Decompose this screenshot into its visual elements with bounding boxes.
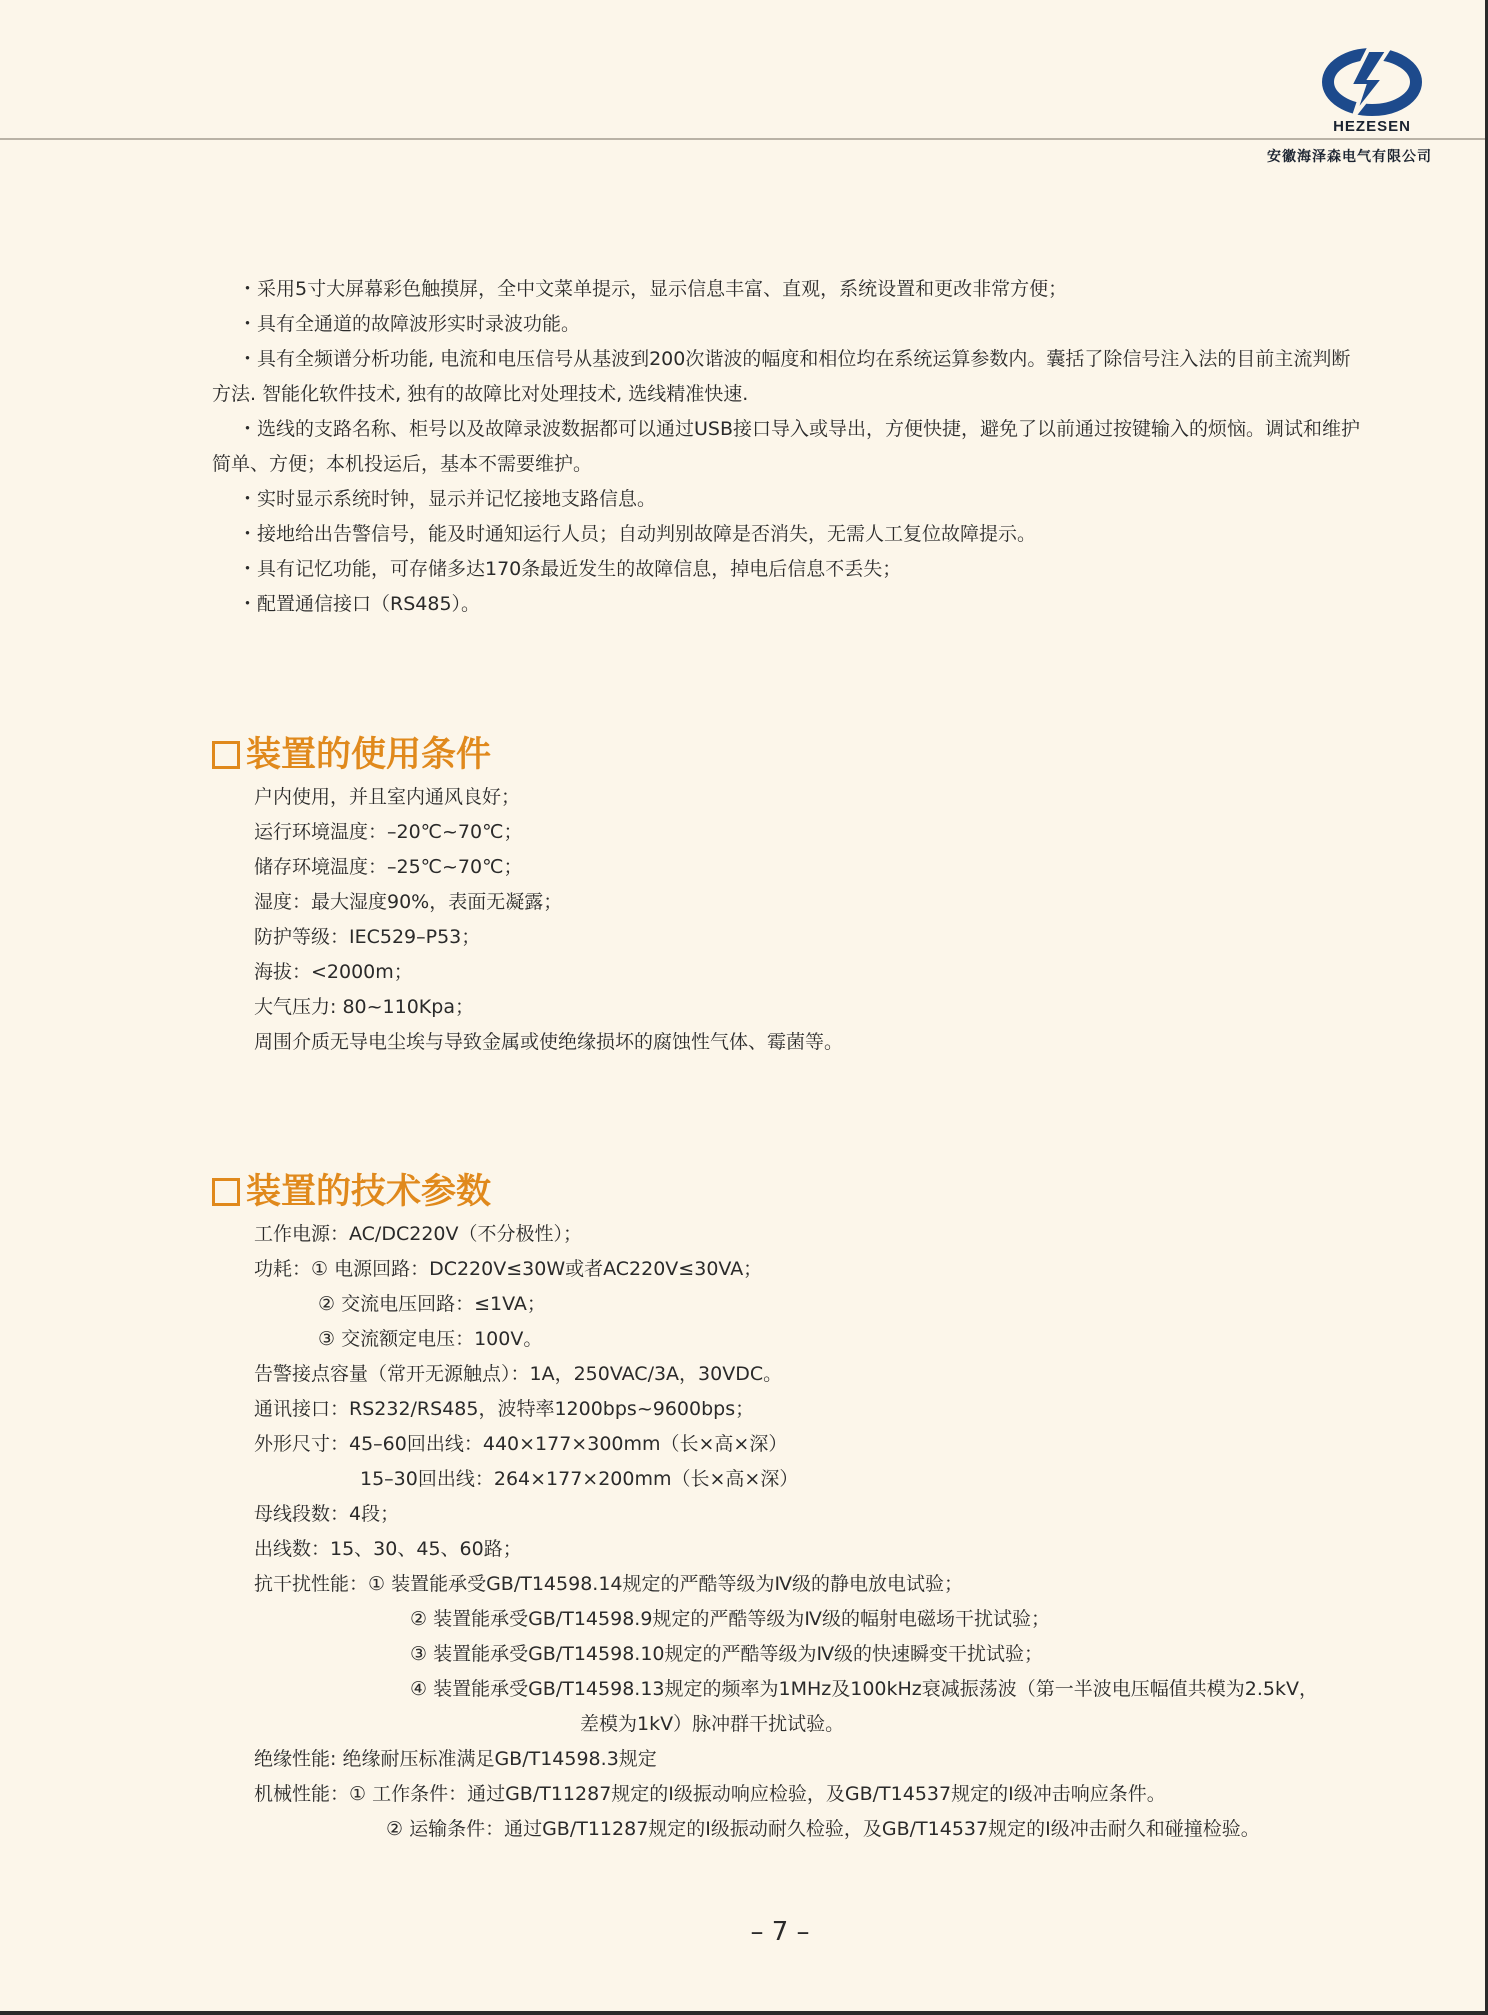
page-number: – 7 – xyxy=(750,1917,810,1947)
feature-list xyxy=(212,272,1362,622)
brand-name: HEZESEN xyxy=(1333,118,1411,135)
param-emc: ④ 装置能承受GB/T14598.13规定的频率为1MHz及100kHz衰减振荡波（第一半波电压幅值共模为2.5kV， xyxy=(410,1678,1318,1700)
condition-item: 户内使用，并且室内通风良好； xyxy=(254,786,521,808)
param-consumption: ③ 交流额定电压：100V。 xyxy=(318,1328,543,1350)
param-mechanical: ② 运输条件：通过GB/T11287规定的Ⅰ级振动耐久检验，及GB/T14537规定的Ⅰ级冲击耐久和碰撞检验。 xyxy=(386,1818,1260,1840)
param-insulation: 绝缘性能: 绝缘耐压标准满足GB/T14598.3规定 xyxy=(254,1748,657,1770)
feature-item: ・配置通信接口（RS485）。 xyxy=(238,593,481,615)
conditions-title: 装置的使用条件 xyxy=(246,735,492,775)
param-bus: 母线段数：4段； xyxy=(254,1503,400,1525)
param-dimensions: 15–30回出线：264×177×200mm（长×高×深） xyxy=(360,1468,799,1490)
checkbox-square-icon xyxy=(212,1178,240,1206)
page-frame-bottom xyxy=(0,2011,1488,2015)
condition-item: 防护等级：IEC529–P53； xyxy=(254,926,481,948)
param-outlets: 出线数：15、30、45、60路； xyxy=(254,1538,522,1560)
param-mechanical: 机械性能：① 工作条件：通过GB/T11287规定的Ⅰ级振动响应检验，及GB/T14537规定的Ⅰ级冲击响应条件。 xyxy=(254,1783,1166,1805)
page-content xyxy=(212,272,1362,1847)
params-list xyxy=(212,1217,1362,1847)
checkbox-square-icon xyxy=(212,741,240,769)
param-emc: ③ 装置能承受GB/T14598.10规定的严酷等级为Ⅳ级的快速瞬变干扰试验； xyxy=(410,1643,1044,1665)
param-emc: 差模为1kV）脉冲群干扰试验。 xyxy=(580,1713,845,1735)
condition-item: 大气压力: 80~110Kpa； xyxy=(254,996,474,1018)
params-heading xyxy=(212,1167,1362,1217)
param-emc: 抗干扰性能：① 装置能承受GB/T14598.14规定的严酷等级为Ⅳ级的静电放电试验； xyxy=(254,1573,964,1595)
condition-item: 周围介质无导电尘埃与导致金属或使绝缘损坏的腐蚀性气体、霉菌等。 xyxy=(254,1031,844,1053)
feature-item: ・具有全频谱分析功能, 电流和电压信号从基波到200次谐波的幅度和相位均在系统运算参数内。囊括了除信号注入法的目前主流判断方法. 智能化软件技术, 独有的故障比对处理技术, 选线精准快速. xyxy=(212,348,1351,405)
params-title: 装置的技术参数 xyxy=(246,1172,492,1212)
feature-item: ・选线的支路名称、柜号以及故障录波数据都可以通过USB接口导入或导出，方便快捷，避免了以前通过按键输入的烦恼。调试和维护简单、方便；本机投运后，基本不需要维护。 xyxy=(212,418,1361,475)
feature-item: ・具有全通道的故障波形实时录波功能。 xyxy=(238,313,581,335)
feature-item: ・采用5寸大屏幕彩色触摸屏，全中文菜单提示，显示信息丰富、直观，系统设置和更改非常方便； xyxy=(238,278,1068,300)
feature-item: ・实时显示系统时钟，显示并记忆接地支路信息。 xyxy=(238,488,657,510)
param-power-supply: 工作电源：AC/DC220V（不分极性）； xyxy=(254,1223,582,1245)
condition-item: 运行环境温度：–20℃~70℃； xyxy=(254,821,523,843)
param-comm: 通讯接口：RS232/RS485，波特率1200bps~9600bps； xyxy=(254,1398,755,1420)
param-alarm: 告警接点容量（常开无源触点）：1A，250VAC/3A，30VDC。 xyxy=(254,1363,783,1385)
company-name: 安徽海泽森电气有限公司 xyxy=(1267,149,1432,165)
param-consumption: 功耗：① 电源回路：DC220V≤30W或者AC220V≤30VA； xyxy=(254,1258,763,1280)
condition-item: 湿度：最大湿度90%，表面无凝露； xyxy=(254,891,563,913)
feature-item: ・接地给出告警信号，能及时通知运行人员；自动判别故障是否消失，无需人工复位故障提示。 xyxy=(238,523,1037,545)
conditions-heading xyxy=(212,730,1362,780)
param-emc: ② 装置能承受GB/T14598.9规定的严酷等级为Ⅳ级的幅射电磁场干扰试验； xyxy=(410,1608,1050,1630)
condition-item: 海拔：<2000m； xyxy=(254,961,413,983)
condition-item: 储存环境温度：–25℃~70℃； xyxy=(254,856,523,878)
param-dimensions: 外形尺寸：45–60回出线：440×177×300mm（长×高×深） xyxy=(254,1433,788,1455)
conditions-list xyxy=(212,780,1362,1060)
param-consumption: ② 交流电压回路：≤1VA； xyxy=(318,1293,546,1315)
header-divider xyxy=(0,138,1488,140)
feature-item: ・具有记忆功能，可存储多达170条最近发生的故障信息，掉电后信息不丢失； xyxy=(238,558,902,580)
